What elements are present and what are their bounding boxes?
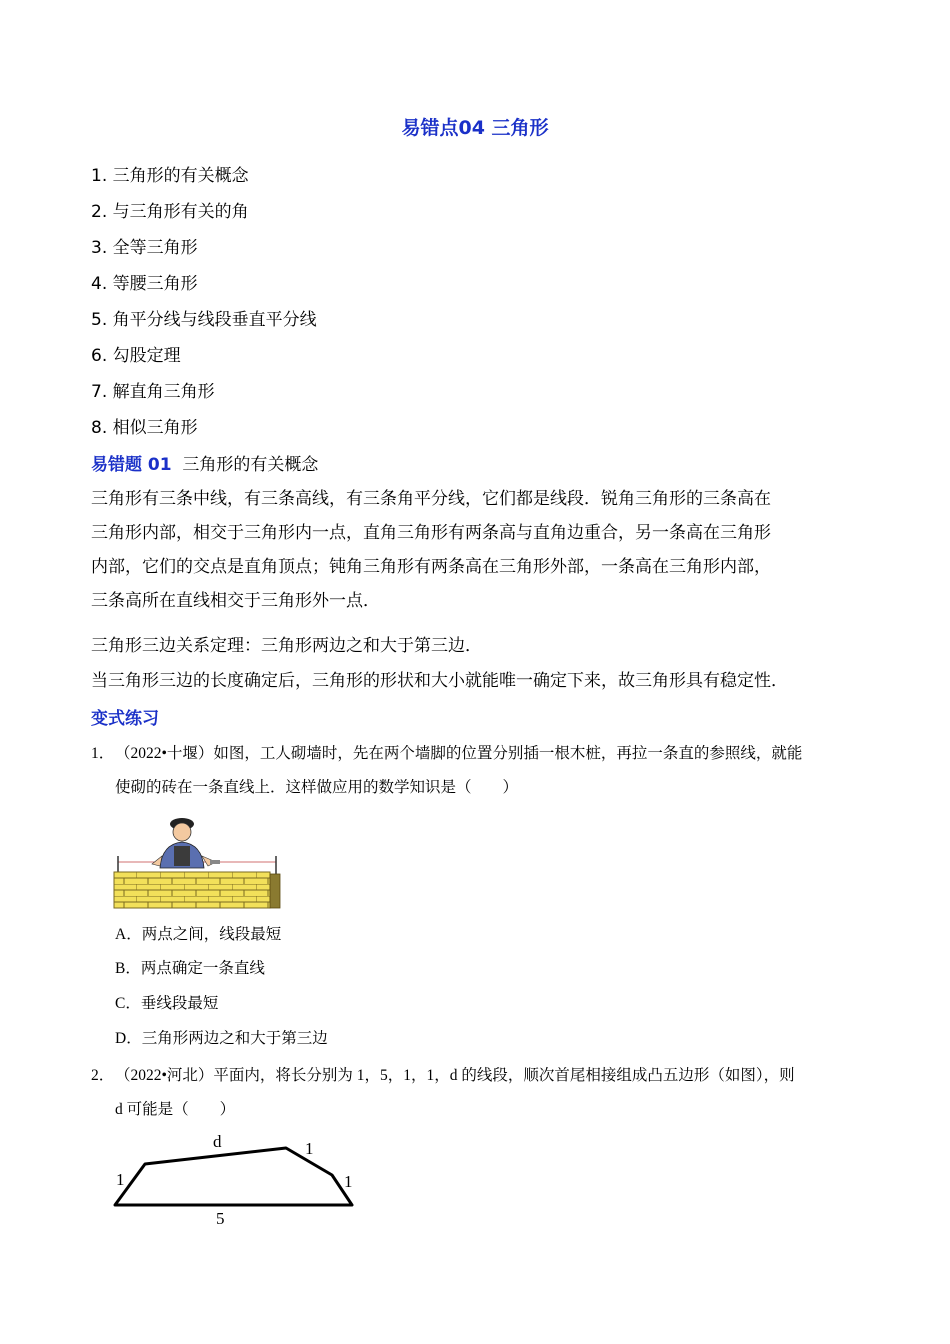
label-bottom: 5 [216, 1209, 225, 1228]
section-name: 三角形的有关概念 [182, 455, 319, 475]
brick-wall [114, 872, 270, 908]
topic-item: 5. 角平分线与线段垂直平分线 [91, 310, 317, 330]
section-tag: 易错题 01 [91, 455, 172, 475]
topic-item: 6. 勾股定理 [91, 346, 181, 366]
topic-item: 8. 相似三角形 [91, 418, 198, 438]
paragraph-line: 三条高所在直线相交于三角形外一点． [91, 591, 380, 611]
worker-icon [152, 818, 220, 868]
wall-side [270, 874, 280, 908]
question-text: （2022•十堰）如图，工人砌墙时，先在两个墙脚的位置分别插一根木桩，再拉一条直的参照线，就能 [115, 745, 803, 762]
question-text-cont: 使砌的砖在一条直线上．这样做应用的数学知识是（ ） [115, 779, 519, 796]
label-upper-right: 1 [305, 1139, 314, 1158]
paragraph-line: 内部，它们的交点是直角顶点；钝角三角形有两条高在三角形外部，一条高在三角形内部， [91, 557, 771, 577]
section-heading [91, 452, 318, 478]
bricklayer-figure [112, 812, 284, 912]
label-left: 1 [116, 1170, 125, 1189]
label-right: 1 [344, 1172, 353, 1191]
topic-item: 3. 全等三角形 [91, 238, 198, 258]
question-number: 1． [91, 745, 115, 762]
label-d: d [213, 1132, 222, 1151]
question-text: （2022•河北）平面内，将长分别为 1，5，1，1，d 的线段，顺次首尾相接组成凸五边形（如图），则 [115, 1067, 795, 1084]
paragraph-line: 三角形内部，相交于三角形内一点，直角三角形有两条高与直角边重合，另一条高在三角形 [91, 523, 771, 543]
question-1 [91, 737, 871, 805]
concept-paragraph [91, 482, 871, 618]
practice-heading: 变式练习 [91, 709, 159, 729]
question-number: 2． [91, 1067, 115, 1084]
topic-list [91, 163, 317, 451]
topic-item: 4. 等腰三角形 [91, 274, 198, 294]
topic-item: 7. 解直角三角形 [91, 382, 215, 402]
question-2 [91, 1059, 871, 1127]
paragraph-line: 三角形有三条中线，有三条高线，有三条角平分线，它们都是线段．锐角三角形的三条高在 [91, 489, 771, 509]
option-b: B．两点确定一条直线 [115, 960, 265, 977]
option-c: C．垂线段最短 [115, 995, 219, 1012]
topic-item: 2. 与三角形有关的角 [91, 202, 249, 222]
option-d: D．三角形两边之和大于第三边 [115, 1030, 328, 1047]
page-title: 易错点04 三角形 [401, 117, 549, 139]
triangle-inequality-paragraph: 三角形三边关系定理：三角形两边之和大于第三边． [91, 636, 482, 656]
option-a: A．两点之间，线段最短 [115, 926, 282, 943]
question-text-cont: d 可能是（ ） [115, 1101, 236, 1118]
pentagon-figure [108, 1128, 364, 1232]
topic-item: 1. 三角形的有关概念 [91, 166, 249, 186]
pentagon-shape [115, 1148, 352, 1205]
stability-paragraph: 当三角形三边的长度确定后，三角形的形状和大小就能唯一确定下来，故三角形具有稳定性． [91, 671, 788, 691]
